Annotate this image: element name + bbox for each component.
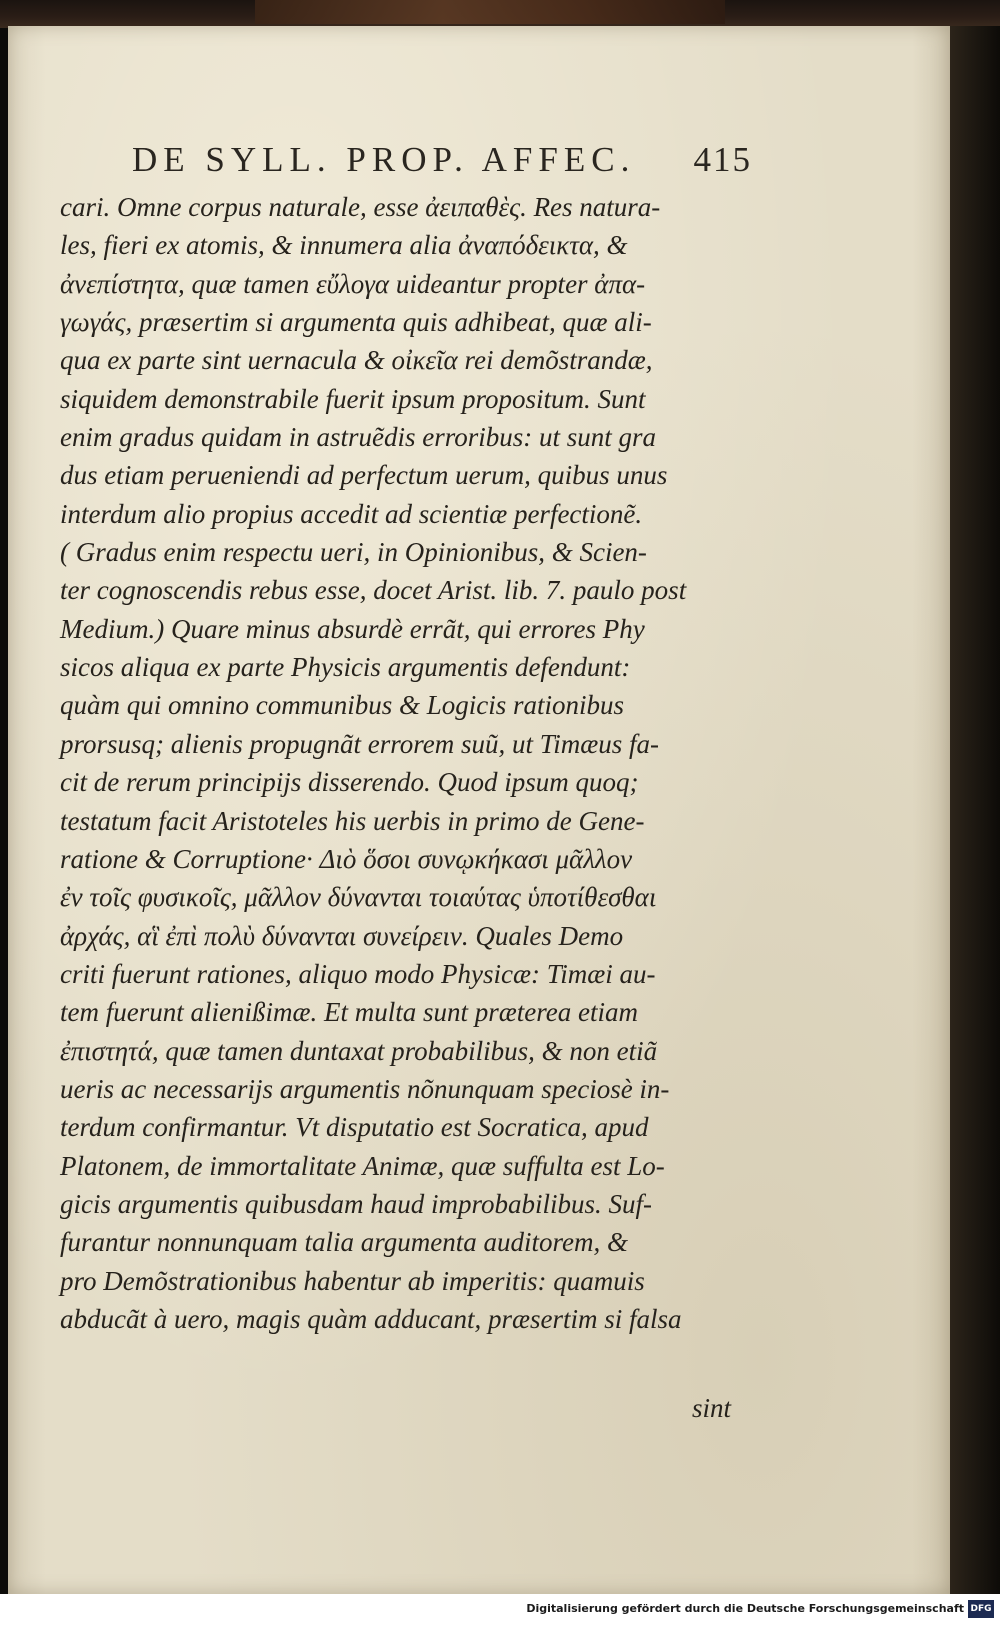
text-line: criti fuerunt rationes, aliquo modo Physicæ: Timæi au-: [60, 958, 656, 989]
text-line: ter cognoscendis rebus esse, docet Arist. lib. 7. paulo post: [60, 575, 687, 606]
dfg-logo-icon: DFG: [968, 1600, 994, 1618]
binding-ribbon: [255, 0, 725, 24]
text-line: γωγάς, præsertim si argumenta quis adhibeat, quæ ali-: [60, 307, 652, 338]
text-line: gicis argumentis quibusdam haud improbabilibus. Suf-: [60, 1188, 653, 1219]
running-head: [132, 140, 752, 180]
text-line: ἐν τοῖς φυσικοῖς, μᾶλλον δύνανται τοιαύτας ὑποτίθεσθαι: [60, 882, 657, 913]
text-line: ratione & Corruptione· Διὸ ὅσοι συνῳκήκασι μᾶλλον: [60, 843, 633, 874]
footer-bar: [0, 1594, 1000, 1628]
text-line: prorsusq; alienis propugnãt errorem suũ, ut Timæus fa-: [60, 728, 660, 759]
text-line: abducãt à uero, magis quàm adducant, præsertim si falsa: [60, 1303, 682, 1334]
text-line: siquidem demonstrabile fuerit ipsum propositum. Sunt: [60, 383, 646, 414]
text-line: pro Demõstrationibus habentur ab imperitis: quamuis: [60, 1265, 645, 1296]
text-line: ueris ac necessarijs argumentis nõnunquam speciosè in-: [60, 1073, 670, 1104]
text-line: terdum confirmantur. Vt disputatio est Socratica, apud: [60, 1112, 649, 1143]
text-line: les, fieri ex atomis, & innumera alia ἀναπόδεικτα, &: [60, 230, 628, 261]
text-line: ἀνεπίστητα, quæ tamen εὔλογα uideantur propter ἀπα-: [60, 268, 646, 299]
body-text: [60, 188, 750, 1338]
text-line: sicos aliqua ex parte Physicis argumentis defendunt:: [60, 652, 631, 683]
funding-credit: Digitalisierung gefördert durch die Deutsche Forschungsgemeinschaft: [526, 1602, 964, 1615]
text-line: testatum facit Aristoteles his uerbis in primo de Gene-: [60, 805, 645, 836]
text-line: ἐπιστητά, quæ tamen duntaxat probabilibus, & non etiã: [60, 1035, 658, 1066]
text-line: Medium.) Quare minus absurdè errãt, qui errores Phy: [60, 613, 645, 644]
text-line: quàm qui omnino communibus & Logicis rationibus: [60, 690, 625, 721]
text-line: dus etiam perueniendi ad perfectum uerum, quibus unus: [60, 460, 668, 491]
text-line: cit de rerum principijs disserendo. Quod ipsum quoq;: [60, 767, 639, 798]
text-line: qua ex parte sint uernacula & οἰκεῖα rei demõstrandæ,: [60, 345, 653, 376]
text-line: interdum alio propius accedit ad scientiæ perfectionẽ.: [60, 498, 643, 529]
text-line: enim gradus quidam in astruẽdis erroribus: ut sunt gra: [60, 422, 657, 453]
page-number: 415: [693, 140, 752, 179]
text-line: cari. Omne corpus naturale, esse ἀειπαθὲς. Res natura-: [60, 192, 661, 222]
scan-right-edge: [950, 26, 1000, 1594]
catchword: sint: [692, 1393, 732, 1423]
running-head-title: DE SYLL. PROP. AFFEC.: [132, 140, 636, 179]
text-line: furantur nonnunquam talia argumenta auditorem, &: [60, 1227, 629, 1258]
text-line: Platonem, de immortalitate Animæ, quæ suffulta est Lo-: [60, 1150, 665, 1181]
scan-top-edge: [0, 0, 1000, 28]
text-line: ( Gradus enim respectu ueri, in Opinionibus, & Scien-: [60, 537, 647, 568]
text-line: tem fuerunt alienißimæ. Et multa sunt præterea etiam: [60, 997, 638, 1028]
text-line: ἀρχάς, αἳ ἐπὶ πολὺ δύνανται συνείρειν. Quales Demo: [60, 920, 624, 951]
